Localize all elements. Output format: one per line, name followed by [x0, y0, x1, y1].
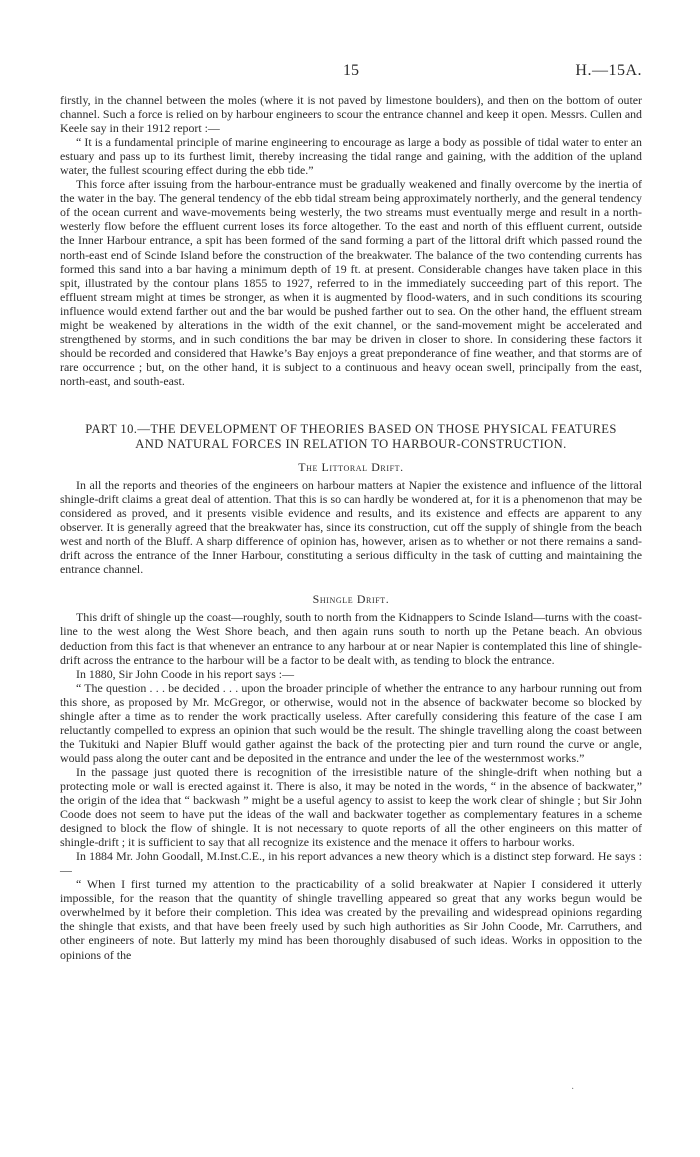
body-text: [60, 93, 642, 962]
paragraph: In 1880, Sir John Coode in his report says :—: [76, 666, 294, 681]
paragraph: In the passage just quoted there is recognition of the irresistible nature of the shingle-drift when nothing but a protecting mole or wall is erected against it. There is also, it may be noted in the words, “ in the absence of backwater,” the origin of the idea that “ backwash ” might be a useful agency to assist to keep the work clear of shingle ; but Sir John Coode does not seem to have put the ideas of the wall and backwater together as complementary features in a scheme designed to block the flow of shingle. It is not necessary to quote reports of all the other engineers on this matter of shingle-drift ; it is sufficient to say that all recognize its existence and the menace it offers to harbour works.: [60, 764, 642, 850]
paragraph: firstly, in the channel between the moles (where it is not paved by limestone boulders), and then on the bottom of outer channel. Such a force is relied on by harbour engineers to scour the entrance channel and keep it open. Messrs. Cullen and Keele say in their 1912 report :—: [60, 93, 642, 136]
paragraph: This drift of shingle up the coast—roughly, south to north from the Kidnappers to Scinde Island—turns with the coast-line to the west along the West Shore beach, and then again runs south to north up the Petane beach. An obvious deduction from this fact is that whenever an entrance to any harbour at or near Napier is contemplated this line of shingle-drift across the entrance to the harbour will be a factor to be dealt with, as tending to block the entrance.: [60, 610, 642, 667]
paragraph: In 1884 Mr. John Goodall, M.Inst.C.E., in his report advances a new theory which is a distinct step forward. He says :—: [60, 849, 642, 878]
quotation: “ The question . . . be decided . . . upon the broader principle of whether the entrance to any harbour running out from this shore, as proposed by Mr. McGregor, or otherwise, would not in the absence of backwater become so blocked by shingle after a time as to render the work practically useless. After carefully considering this feature of the case I am reluctantly compelled to express an opinion that such would be the result. The shingle travelling along the coast between the Tukituki and Napier Bluff would gather against the back of the protecting pier and turn round the curve or angle, would pass along the outer cant and be deposited in the entrance and under the lee of the westernmost works.”: [60, 680, 642, 765]
part-heading-line-2: AND NATURAL FORCES IN RELATION TO HARBOUR-CONSTRUCTION.: [135, 437, 567, 452]
page-number: 15: [343, 62, 359, 79]
section-heading-littoral-drift: The Littoral Drift.: [298, 459, 404, 474]
document-reference: H.—15A.: [575, 62, 642, 79]
quotation: “ When I first turned my attention to the practicability of a solid breakwater at Napier I considered it utterly impossible, for the reason that the quantity of shingle travelling appeared so great that any works begun would be overwhelmed by it before their completion. This idea was created by the prevailing and widespread opinions regarding the shingle that exists, and that have been freely used by such high authorities as Sir John Coode, Mr. Carruthers, and other engineers of note. But latterly my mind has been thoroughly disabused of such ideas. Works in opposition to the opinions of the: [60, 877, 642, 962]
section-heading-shingle-drift: Shingle Drift.: [312, 592, 390, 607]
paragraph: In all the reports and theories of the engineers on harbour matters at Napier the existence and influence of the littoral shingle-drift claims a great deal of attention. That this is so can hardly be wondered at, for it is a phenomenon that may be considered as proved, and it presents visible evidence and results, and its existence and effects are apparent to any observer. It is generally agreed that the breakwater has, since its construction, cut off the supply of shingle from the beach west and north of the Bluff. A sharp difference of opinion has, however, arisen as to whether or not there remains a sand-drift across the entrance of the Inner Harbour, constituting a serious difficulty in the task of cutting and maintaining the entrance channel.: [60, 478, 642, 577]
page-header: [60, 62, 642, 84]
part-heading: [60, 422, 642, 453]
quotation: “ It is a fundamental principle of marine engineering to encourage as large a body as possible of tidal water to enter an estuary and pass up to its furthest limit, thereby increasing the tidal range and gaining, with the addition of the upland water, the fullest scouring effect during the ebb tide.”: [60, 135, 642, 178]
paragraph: This force after issuing from the harbour-entrance must be gradually weakened and finally overcome by the inertia of the water in the bay. The general tendency of the ebb tidal stream being approximately northerly, and the general tendency of the ocean current and wave-movements being westerly, the two streams must eventually merge and result in a north-westerly flow before the effluent current loses its force altogether. To the east and north of this effluent current, outside the Inner Harbour entrance, a spit has been formed of the sand forming a part of the littoral drift which passed round the north-east end of Scinde Island before the construction of the breakwater. The balance of the two contending currents has formed this sand into a bar having a minimum depth of 19 ft. at present. Considerable changes have taken place in this spit, illustrated by the contour plans 1855 to 1927, referred to in the immediately succeeding part of this report. The effluent stream might at times be stronger, as when it is augmented by flood-waters, and in such conditions its scouring influence would extend farther out and the bar would be pushed farther out to sea. On the other hand, the effluent stream might be weakened by alterations in the width of the exit channel, or the sand-movement might be accelerated and strengthened by storms, and in such conditions the bar may be driven in closer to shore. In considering these factors it should be recorded and considered that Hawke’s Bay enjoys a great preponderance of fine weather, and that storms are of rare occurrence ; but, on the other hand, it is subject to a continuous and heavy ocean swell, principally from the east, north-east, and south-east.: [60, 177, 642, 388]
part-heading-line-1: PART 10.—THE DEVELOPMENT OF THEORIES BASED ON THOSE PHYSICAL FEATURES: [85, 421, 617, 436]
page-mark: ·: [571, 1084, 575, 1095]
